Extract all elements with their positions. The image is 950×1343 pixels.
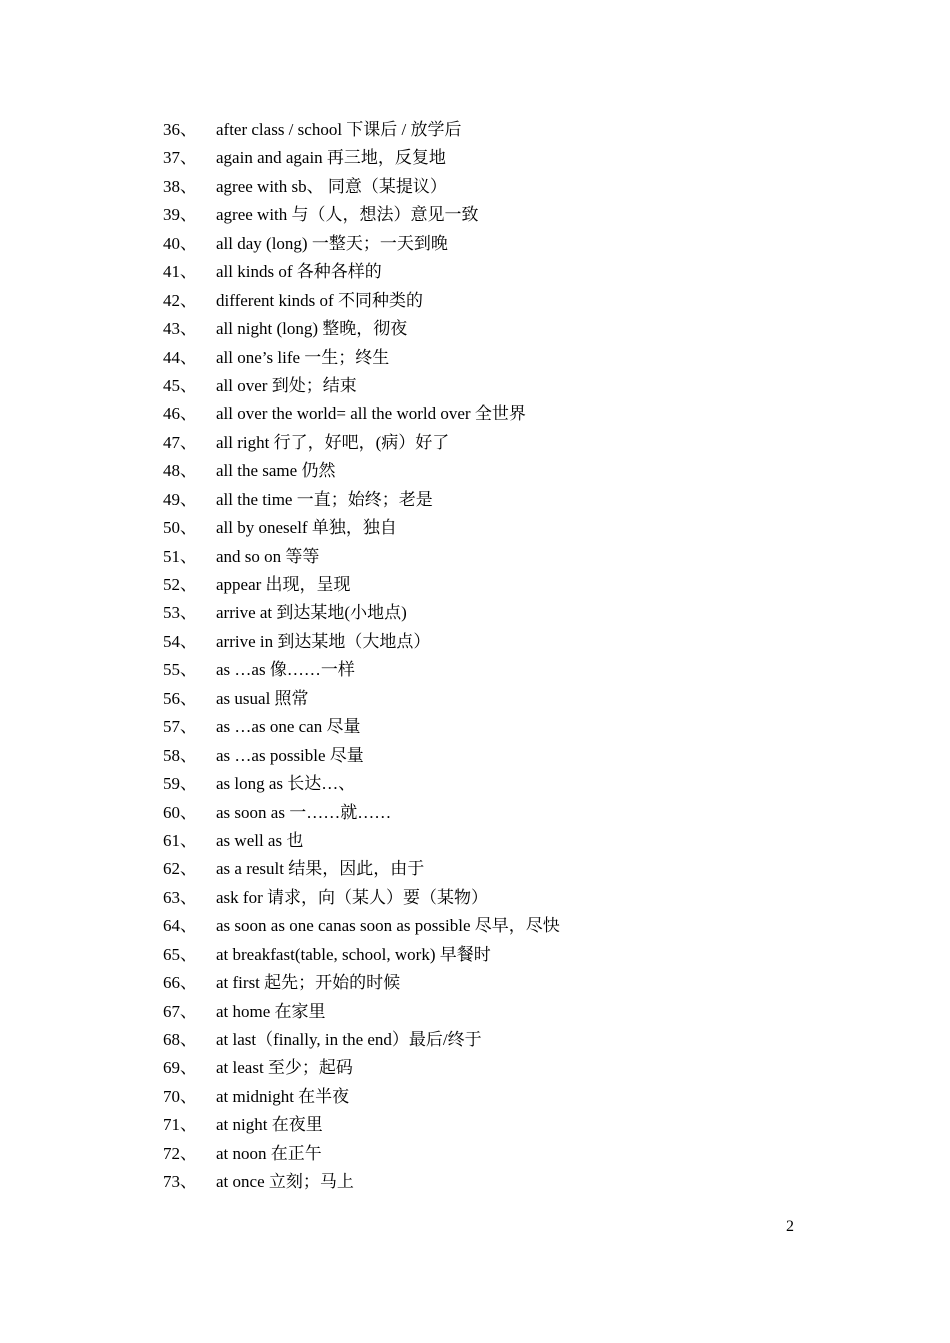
entry-text: as …as one can 尽量 <box>216 717 361 737</box>
entry-text: appear 出现，呈现 <box>216 575 351 594</box>
list-item <box>163 742 863 770</box>
entry-text: all by oneself 单独，独自 <box>216 518 397 538</box>
entry-text: all over 到处；结束 <box>216 375 357 395</box>
entry-text: at midnight 在半夜 <box>216 1086 350 1106</box>
entry-text: at breakfast(table, school, work) 早餐时 <box>216 944 491 964</box>
entry-text: and so on 等等 <box>216 546 320 566</box>
entry-number: 50、 <box>163 518 197 538</box>
list-item <box>163 230 863 258</box>
list-item <box>163 287 863 315</box>
list-item <box>163 201 863 229</box>
entry-number: 41、 <box>163 262 197 282</box>
entry-number: 72、 <box>163 1143 197 1163</box>
list-item <box>163 855 863 883</box>
list-item <box>163 514 863 542</box>
entry-number: 63、 <box>163 887 197 907</box>
entry-number: 55、 <box>163 660 197 680</box>
list-item <box>163 344 863 372</box>
vocabulary-list <box>163 116 863 1197</box>
entry-number: 52、 <box>163 575 197 594</box>
entry-number: 36、 <box>163 120 197 139</box>
entry-number: 70、 <box>163 1086 197 1106</box>
entry-text: at first 起先；开始的时候 <box>216 973 401 993</box>
list-item <box>163 144 863 172</box>
entry-text: all the time 一直；始终；老是 <box>216 489 433 509</box>
list-item <box>163 1111 863 1139</box>
list-item <box>163 628 863 656</box>
list-item <box>163 656 863 684</box>
entry-text: all one’s life 一生；终生 <box>216 347 390 367</box>
list-item <box>163 258 863 286</box>
entry-text: at last（finally, in the end）最后/终于 <box>216 1030 482 1049</box>
entry-text: as well as 也 <box>216 830 304 850</box>
entry-number: 53、 <box>163 603 197 623</box>
list-item <box>163 400 863 428</box>
entry-number: 46、 <box>163 404 197 424</box>
entry-number: 69、 <box>163 1058 197 1078</box>
entry-number: 73、 <box>163 1172 197 1192</box>
list-item <box>163 969 863 997</box>
entry-number: 48、 <box>163 461 197 481</box>
entry-number: 39、 <box>163 205 197 225</box>
list-item <box>163 372 863 400</box>
entry-text: all day (long) 一整天；一天到晚 <box>216 233 448 253</box>
entry-text: arrive in 到达某地（大地点） <box>216 631 431 651</box>
entry-text: as …as 像……一样 <box>216 660 355 680</box>
list-item <box>163 599 863 627</box>
list-item <box>163 486 863 514</box>
entry-text: agree with sb、 同意（某提议） <box>216 176 447 196</box>
entry-text: as soon as 一……就…… <box>216 802 392 822</box>
entry-text: at least 至少；起码 <box>216 1058 353 1078</box>
entry-number: 49、 <box>163 489 197 509</box>
list-item <box>163 1083 863 1111</box>
entry-number: 56、 <box>163 688 197 708</box>
entry-text: at once 立刻；马上 <box>216 1172 354 1192</box>
entry-number: 65、 <box>163 944 197 964</box>
list-item <box>163 543 863 571</box>
entry-number: 54、 <box>163 631 197 651</box>
entry-number: 51、 <box>163 546 197 566</box>
list-item <box>163 1054 863 1082</box>
entry-text: all kinds of 各种各样的 <box>216 262 382 282</box>
page-number: 2 <box>786 1218 794 1235</box>
list-item <box>163 827 863 855</box>
entry-number: 59、 <box>163 774 197 794</box>
list-item <box>163 571 863 599</box>
entry-text: as soon as one canas soon as possible 尽早，尽快 <box>216 916 560 936</box>
list-item <box>163 1140 863 1168</box>
entry-text: at night 在夜里 <box>216 1115 323 1135</box>
entry-text: different kinds of 不同种类的 <box>216 290 423 310</box>
list-item <box>163 998 863 1026</box>
entry-number: 44、 <box>163 347 197 367</box>
entry-number: 37、 <box>163 148 197 168</box>
entry-text: arrive at 到达某地(小地点) <box>216 603 407 623</box>
list-item <box>163 912 863 940</box>
entry-text: all over the world= all the world over 全世界 <box>216 404 526 424</box>
entry-number: 42、 <box>163 290 197 310</box>
list-item <box>163 685 863 713</box>
entry-text: after class / school 下课后 / 放学后 <box>216 120 462 139</box>
entry-text: as …as possible 尽量 <box>216 745 364 765</box>
entry-number: 66、 <box>163 973 197 993</box>
entry-text: as a result 结果，因此，由于 <box>216 859 425 879</box>
entry-number: 38、 <box>163 176 197 196</box>
entry-number: 64、 <box>163 916 197 936</box>
list-item <box>163 457 863 485</box>
list-item <box>163 713 863 741</box>
list-item <box>163 1026 863 1054</box>
entry-number: 43、 <box>163 319 197 339</box>
entry-text: all right 行了，好吧，(病）好了 <box>216 432 450 452</box>
list-item <box>163 315 863 343</box>
entry-number: 67、 <box>163 1001 197 1021</box>
entry-number: 58、 <box>163 745 197 765</box>
entry-number: 57、 <box>163 717 197 737</box>
list-item <box>163 941 863 969</box>
list-item <box>163 173 863 201</box>
entry-text: at noon 在正午 <box>216 1143 322 1163</box>
list-item <box>163 429 863 457</box>
entry-text: at home 在家里 <box>216 1001 326 1021</box>
list-item <box>163 884 863 912</box>
entry-number: 68、 <box>163 1030 197 1049</box>
list-item <box>163 1168 863 1196</box>
entry-text: again and again 再三地，反复地 <box>216 148 446 168</box>
entry-number: 40、 <box>163 233 197 253</box>
entry-number: 71、 <box>163 1115 197 1135</box>
entry-number: 62、 <box>163 859 197 879</box>
entry-text: as long as 长达…、 <box>216 774 356 794</box>
entry-number: 61、 <box>163 830 197 850</box>
list-item <box>163 770 863 798</box>
list-item <box>163 116 863 144</box>
entry-text: all the same 仍然 <box>216 461 336 481</box>
entry-number: 45、 <box>163 375 197 395</box>
entry-text: agree with 与（人，想法）意见一致 <box>216 205 479 225</box>
entry-text: ask for 请求，向（某人）要（某物） <box>216 887 488 907</box>
entry-number: 60、 <box>163 802 197 822</box>
entry-text: all night (long) 整晚，彻夜 <box>216 319 408 339</box>
list-item <box>163 799 863 827</box>
entry-text: as usual 照常 <box>216 688 309 708</box>
entry-number: 47、 <box>163 432 197 452</box>
